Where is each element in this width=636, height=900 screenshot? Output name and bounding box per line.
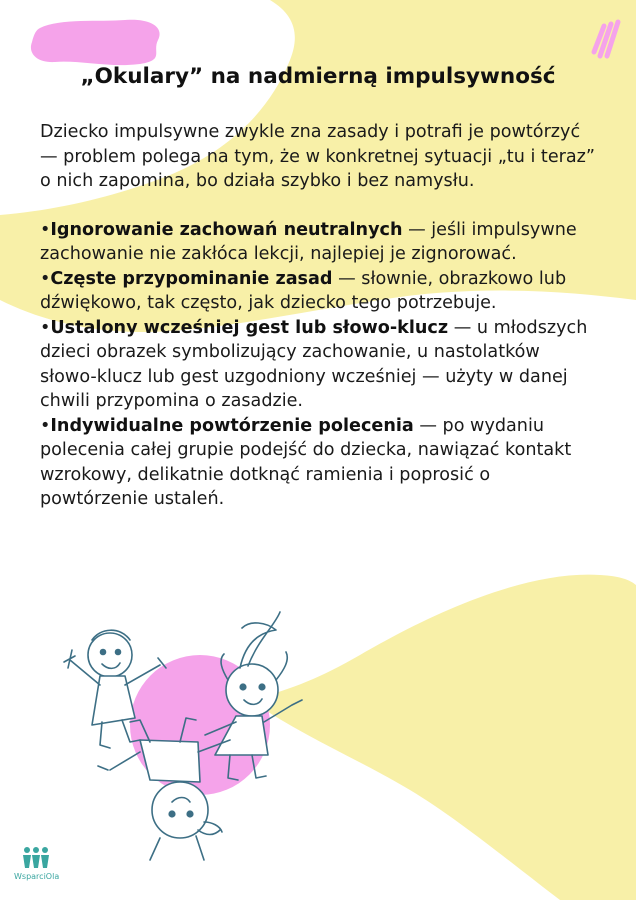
item-text: — słownie, obrazkowo lub dźwiękowo, tak często, jak dziecko tego potrzebuje. — [40, 268, 567, 313]
bullet: • — [40, 219, 51, 240]
bullet: • — [40, 415, 51, 436]
item-heading: Częste przypominanie zasad — [50, 268, 333, 289]
intro-paragraph: Dziecko impulsywne zwykle zna zasady i potrafi je powtórzyć — problem polega na tym, że w konkretnej sytuacji „tu i teraz” o nich zapomina, bo działa szybko i bez namysłu. — [40, 122, 596, 191]
list-item-ignore — [40, 218, 600, 267]
item-heading: Indywidualne powtórzenie polecenia — [50, 415, 414, 436]
bullet: • — [40, 268, 51, 289]
page-title: „Okulary” na nadmierną impulsywność — [80, 64, 556, 89]
item-text: — u młodszych dzieci obrazek symbolizujący zachowanie, u nastolatków słowo-klucz lub gest uzgodniony wcześniej — użyty w danej chwili przypomina o zasadzie. — [40, 317, 588, 411]
list-item-gesture — [40, 316, 600, 414]
item-text: — po wydaniu polecenia całej grupie podejść do dziecka, nawiązać kontakt wzrokowy, delikatnie dotknąć ramienia i poprosić o powtórzenie ustaleń. — [40, 415, 572, 509]
pink-blob — [31, 20, 160, 65]
list-item-repeat — [40, 414, 600, 512]
item-heading: Ustalony wcześniej gest lub słowo-klucz — [50, 317, 449, 338]
bullet: • — [40, 317, 51, 338]
logo — [14, 846, 58, 881]
item-heading: Ignorowanie zachowań neutralnych — [50, 219, 403, 240]
list-item-reminders — [40, 267, 600, 316]
yellow-wave-bottom — [250, 575, 636, 900]
content — [40, 120, 600, 512]
logo-text: WsparciOla — [14, 872, 60, 881]
people-logo-icon — [21, 846, 51, 870]
item-text: — jeśli impulsywne zachowanie nie zakłóca lekcji, najlepiej je zignorować. — [40, 219, 577, 264]
